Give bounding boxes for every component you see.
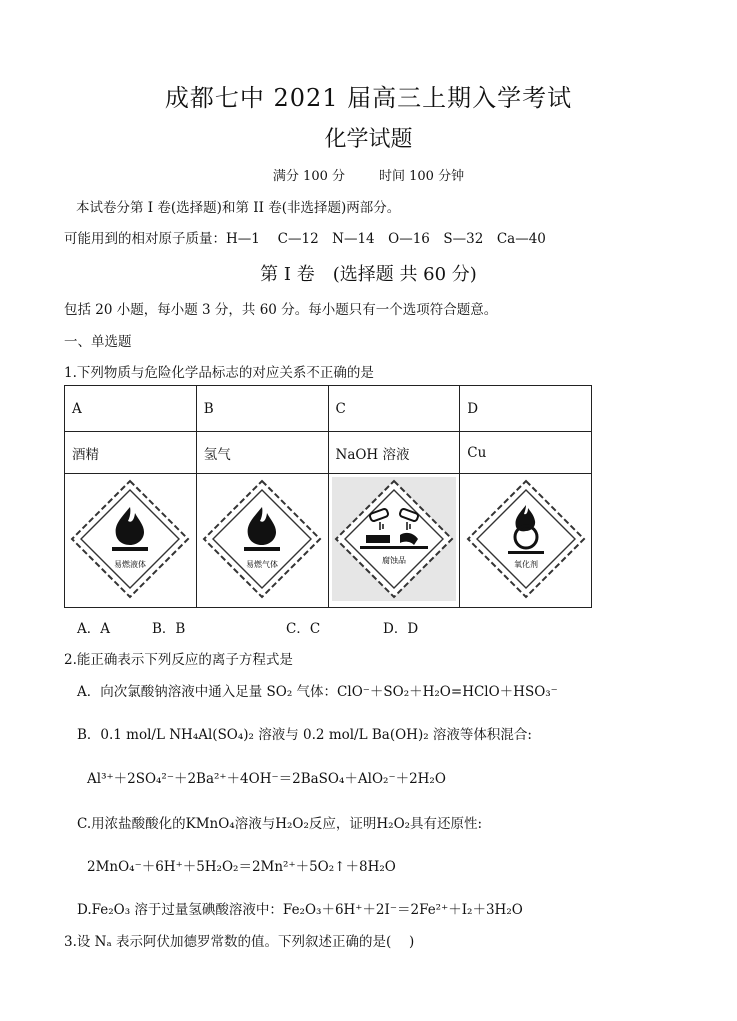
q1-sign-cell xyxy=(328,474,460,608)
paper-structure: 本试卷分第 I 卷(选择题)和第 II 卷(非选择题)两部分。 xyxy=(76,200,401,216)
atomic-masses: 可能用到的相对原子质量：H—1 C—12 N—14 O—16 S—32 Ca—40 xyxy=(64,231,546,247)
q2-option-b-equation: Al³⁺＋2SO₄²⁻＋2Ba²⁺＋4OH⁻＝2BaSO₄＋AlO₂⁻＋2H₂O xyxy=(87,771,446,787)
q3-stem: 3.设 Nₐ 表示阿伏加德罗常数的值。下列叙述正确的是( ) xyxy=(64,934,415,950)
time-limit: 时间 100 分钟 xyxy=(379,169,465,184)
q1-option-c[interactable]: C．C xyxy=(286,621,321,637)
q2-option-c-equation: 2MnO₄⁻＋6H⁺＋5H₂O₂＝2Mn²⁺＋5O₂↑＋8H₂O xyxy=(87,859,396,875)
q1-sign-cell xyxy=(65,474,197,608)
flammable-liquid-sign xyxy=(68,477,192,601)
exam-subtitle: 化学试题 xyxy=(324,127,413,152)
q1-sign-cell xyxy=(196,474,328,608)
q2-stem: 2.能正确表示下列反应的离子方程式是 xyxy=(64,652,293,668)
section-instructions: 包括 20 小题，每小题 3 分，共 60 分。每小题只有一个选项符合题意。 xyxy=(64,302,498,318)
flammable-gas-sign xyxy=(200,477,324,601)
sign-label: 易燃气体 xyxy=(246,559,279,569)
part-heading: 一、单选题 xyxy=(64,334,132,350)
exam-meta xyxy=(0,165,737,184)
q1-col-letter: D xyxy=(460,386,592,432)
q2-option-d[interactable]: D.Fe₂O₃ 溶于过量氢碘酸溶液中：Fe₂O₃＋6H⁺＋2I⁻＝2Fe²⁺＋I₂＋3H₂O xyxy=(77,902,523,918)
q2-option-c[interactable]: C.用浓盐酸酸化的KMnO₄溶液与H₂O₂反应，证明H₂O₂具有还原性: xyxy=(77,816,483,832)
q1-substance: Cu xyxy=(460,432,592,474)
q1-stem: 1.下列物质与危险化学品标志的对应关系不正确的是 xyxy=(64,365,374,381)
q2-option-a[interactable]: A．向次氯酸钠溶液中通入足量 SO₂ 气体：ClO⁻＋SO₂＋H₂O=HClO＋HSO₃⁻ xyxy=(77,684,558,700)
q1-option-b[interactable]: B．B xyxy=(152,621,186,637)
corrosive-sign xyxy=(332,477,456,601)
oxidizer-sign xyxy=(464,477,588,601)
q1-col-letter: C xyxy=(328,386,460,432)
exam-title: 成都七中 2021 届高三上期入学考试 xyxy=(164,84,573,112)
section-title: 第 I 卷 (选择题 共 60 分) xyxy=(260,264,477,285)
q1-option-a[interactable]: A．A xyxy=(77,621,110,637)
q1-substance: NaOH 溶液 xyxy=(328,432,460,474)
q1-options xyxy=(77,617,418,637)
sign-label: 腐蚀品 xyxy=(381,555,406,565)
sign-label: 氧化剂 xyxy=(513,559,538,569)
q1-substance: 氢气 xyxy=(196,432,328,474)
q1-col-letter: B xyxy=(196,386,328,432)
q1-sign-cell xyxy=(460,474,592,608)
total-score: 满分 100 分 xyxy=(272,169,345,184)
sign-label: 易燃液体 xyxy=(114,559,147,569)
q2-option-b[interactable]: B．0.1 mol/L NH₄Al(SO₄)₂ 溶液与 0.2 mol/L Ba(OH)₂ 溶液等体积混合: xyxy=(77,727,532,743)
q1-option-d[interactable]: D．D xyxy=(383,621,419,637)
q1-col-letter: A xyxy=(65,386,197,432)
q1-substance: 酒精 xyxy=(65,432,197,474)
q1-table xyxy=(64,385,592,608)
